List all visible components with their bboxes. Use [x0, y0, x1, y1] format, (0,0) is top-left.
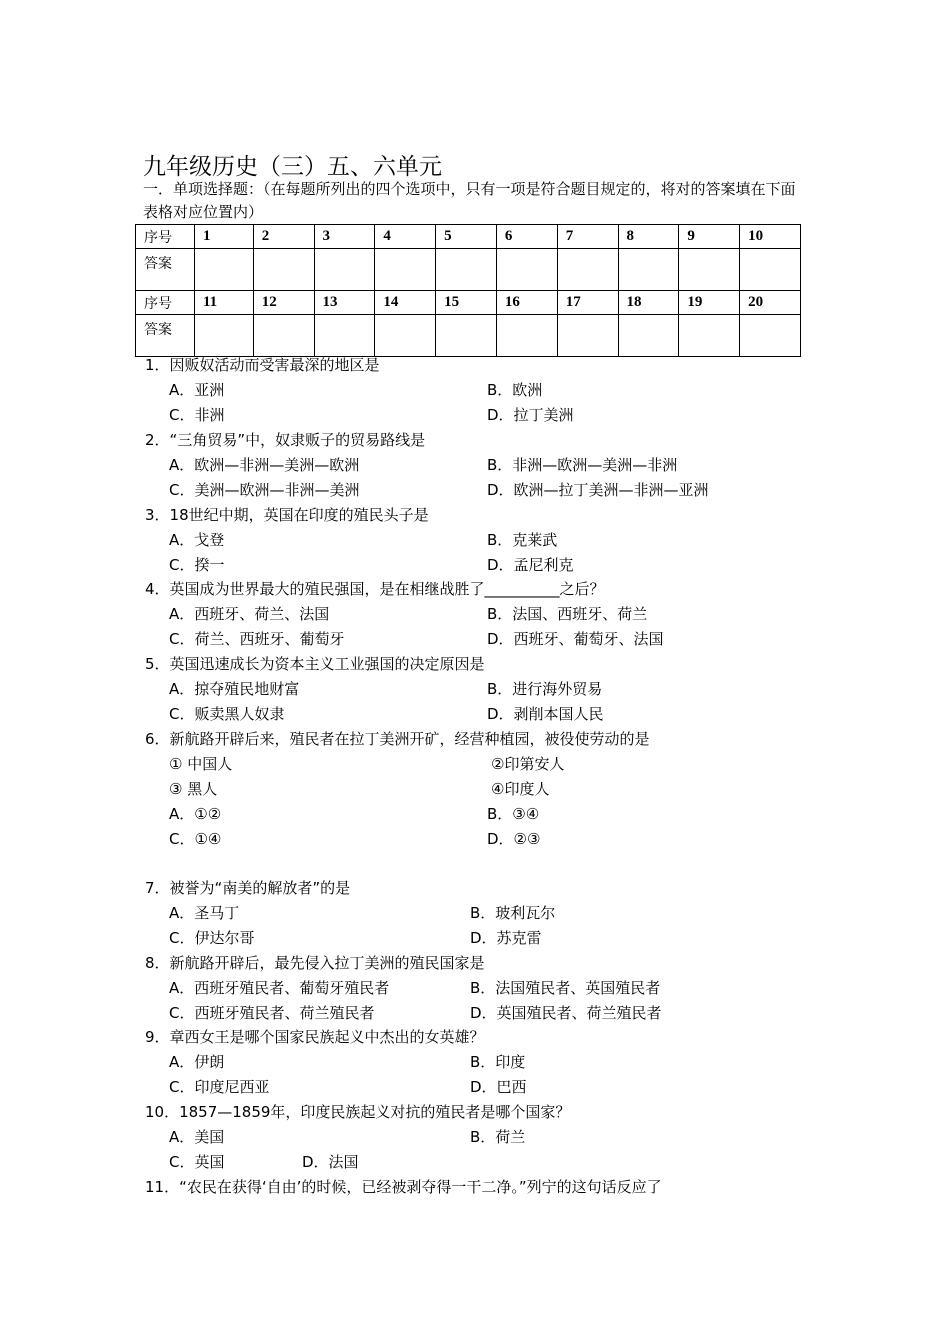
- answer-cell[interactable]: [253, 315, 314, 357]
- q6-option-d: D．②③: [487, 830, 541, 848]
- seq-cell: 14: [375, 291, 436, 315]
- q8-option-d: D．英国殖民者、荷兰殖民者: [470, 1004, 662, 1022]
- seq-cell: 16: [496, 291, 557, 315]
- answer-cell[interactable]: [436, 315, 497, 357]
- answer-cell[interactable]: [679, 315, 740, 357]
- answer-cell[interactable]: [496, 249, 557, 291]
- q7-option-c: C．伊达尔哥: [169, 929, 255, 947]
- question-6-stem: 6．新航路开辟后来，殖民者在拉丁美洲开矿，经营种植园，被役使劳动的是: [145, 730, 650, 748]
- table-row: [136, 291, 801, 315]
- q6-item-4: ④印度人: [491, 780, 550, 798]
- answer-cell[interactable]: [740, 249, 801, 291]
- section-heading: 一．单项选择题：（在每题所列出的四个选项中，只有一项是符合题目规定的，将对的答案填在下面表格对应位置内）: [143, 180, 796, 221]
- q4-option-b: B．法国、西班牙、荷兰: [487, 605, 648, 623]
- seq-cell: 19: [679, 291, 740, 315]
- q8-option-b: B．法国殖民者、英国殖民者: [470, 979, 661, 997]
- answer-cell[interactable]: [195, 315, 254, 357]
- q10-option-c: C．英国: [169, 1153, 225, 1171]
- q3-option-c: C．揆一: [169, 556, 225, 574]
- q1-option-a: A．亚洲: [169, 381, 225, 399]
- answer-cell[interactable]: [314, 315, 375, 357]
- q2-option-a: A．欧洲—非洲—美洲—欧洲: [169, 456, 360, 474]
- q4-option-c: C．荷兰、西班牙、葡萄牙: [169, 630, 345, 648]
- question-7-stem: 7．被誉为“南美的解放者”的是: [145, 879, 351, 897]
- q2-option-b: B．非洲—欧洲—美洲—非洲: [487, 456, 678, 474]
- table-row: [136, 315, 801, 357]
- answer-cell[interactable]: [618, 249, 679, 291]
- q7-option-d: D．苏克雷: [470, 929, 542, 947]
- q4-option-d: D．西班牙、葡萄牙、法国: [487, 630, 664, 648]
- question-8-stem: 8．新航路开辟后，最先侵入拉丁美洲的殖民国家是: [145, 954, 485, 972]
- table-row: [136, 249, 801, 291]
- seq-cell: 13: [314, 291, 375, 315]
- seq-cell: 18: [618, 291, 679, 315]
- seq-label: 序号: [136, 225, 195, 249]
- answer-table: [135, 224, 801, 357]
- answer-cell[interactable]: [314, 249, 375, 291]
- q7-option-a: A．圣马丁: [169, 904, 240, 922]
- q6-item-2: ②印第安人: [491, 755, 565, 773]
- answer-cell[interactable]: [679, 249, 740, 291]
- question-9-stem: 9．章西女王是哪个国家民族起义中杰出的女英雄？: [145, 1028, 485, 1046]
- seq-cell: 15: [436, 291, 497, 315]
- q9-option-c: C．印度尼西亚: [169, 1078, 270, 1096]
- question-11-stem: 11．“农民在获得‘自由’的时候，已经被剥夺得一干二净。”列宁的这句话反应了: [145, 1178, 662, 1196]
- seq-cell: 4: [375, 225, 436, 249]
- answer-cell[interactable]: [253, 249, 314, 291]
- q8-option-c: C．西班牙殖民者、荷兰殖民者: [169, 1004, 375, 1022]
- seq-cell: 3: [314, 225, 375, 249]
- q2-option-c: C．美洲—欧洲—非洲—美洲: [169, 481, 360, 499]
- q7-option-b: B．玻利瓦尔: [470, 904, 556, 922]
- q10-option-b: B．荷兰: [470, 1128, 526, 1146]
- q3-option-b: B．克莱武: [487, 531, 558, 549]
- q10-option-d: D．法国: [302, 1153, 359, 1171]
- q9-option-a: A．伊朗: [169, 1053, 225, 1071]
- q6-item-1: ① 中国人: [169, 755, 233, 773]
- seq-cell: 2: [253, 225, 314, 249]
- q1-option-d: D．拉丁美洲: [487, 406, 574, 424]
- q2-option-d: D．欧洲—拉丁美洲—非洲—亚洲: [487, 481, 709, 499]
- q9-option-b: B．印度: [470, 1053, 526, 1071]
- q10-option-a: A．美国: [169, 1128, 225, 1146]
- seq-cell: 5: [436, 225, 497, 249]
- q1-option-c: C．非洲: [169, 406, 225, 424]
- question-1-stem: 1．因贩奴活动而受害最深的地区是: [145, 356, 380, 374]
- seq-cell: 1: [195, 225, 254, 249]
- q9-option-d: D．巴西: [470, 1078, 527, 1096]
- answer-cell[interactable]: [436, 249, 497, 291]
- question-4-stem: 4．英国成为世界最大的殖民强国，是在相继战胜了__________之后？: [145, 580, 605, 598]
- q6-option-b: B．③④: [487, 805, 540, 823]
- seq-cell: 17: [557, 291, 618, 315]
- seq-cell: 20: [740, 291, 801, 315]
- ans-label: 答案: [136, 315, 195, 357]
- question-5-stem: 5．英国迅速成长为资本主义工业强国的决定原因是: [145, 655, 485, 673]
- seq-cell: 7: [557, 225, 618, 249]
- question-2-stem: 2．“三角贸易”中，奴隶贩子的贸易路线是: [145, 431, 426, 449]
- question-3-stem: 3．18世纪中期，英国在印度的殖民头子是: [145, 506, 429, 524]
- q4-option-a: A．西班牙、荷兰、法国: [169, 605, 330, 623]
- answer-cell[interactable]: [618, 315, 679, 357]
- q1-option-b: B．欧洲: [487, 381, 543, 399]
- answer-cell[interactable]: [557, 249, 618, 291]
- q5-option-c: C．贩卖黑人奴隶: [169, 705, 285, 723]
- q3-option-a: A．戈登: [169, 531, 225, 549]
- q5-option-d: D．剥削本国人民: [487, 705, 604, 723]
- q6-option-a: A．①②: [169, 805, 222, 823]
- answer-cell[interactable]: [740, 315, 801, 357]
- q5-option-a: A．掠夺殖民地财富: [169, 680, 300, 698]
- q8-option-a: A．西班牙殖民者、葡萄牙殖民者: [169, 979, 390, 997]
- answer-cell[interactable]: [375, 315, 436, 357]
- answer-cell[interactable]: [375, 249, 436, 291]
- ans-label: 答案: [136, 249, 195, 291]
- seq-cell: 8: [618, 225, 679, 249]
- seq-label: 序号: [136, 291, 195, 315]
- seq-cell: 12: [253, 291, 314, 315]
- q3-option-d: D．孟尼利克: [487, 556, 574, 574]
- seq-cell: 9: [679, 225, 740, 249]
- seq-cell: 11: [195, 291, 254, 315]
- q6-option-c: C．①④: [169, 830, 222, 848]
- answer-cell[interactable]: [557, 315, 618, 357]
- answer-cell[interactable]: [496, 315, 557, 357]
- seq-cell: 6: [496, 225, 557, 249]
- table-row: [136, 225, 801, 249]
- q6-item-3: ③ 黑人: [169, 780, 218, 798]
- page-title: 九年级历史（三）五、六单元: [143, 154, 442, 180]
- answer-cell[interactable]: [195, 249, 254, 291]
- q5-option-b: B．进行海外贸易: [487, 680, 603, 698]
- seq-cell: 10: [740, 225, 801, 249]
- question-10-stem: 10．1857—1859年，印度民族起义对抗的殖民者是哪个国家？: [145, 1103, 571, 1121]
